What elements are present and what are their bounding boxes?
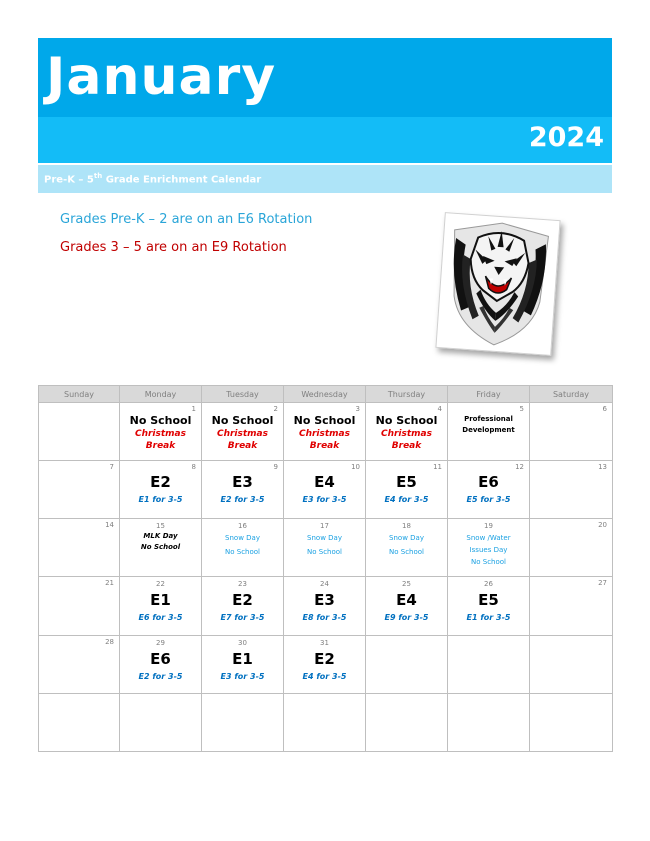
day-number: 9: [273, 463, 278, 472]
day-cell: [202, 403, 284, 461]
day-cell: [39, 577, 120, 635]
day-title: Development: [462, 426, 515, 434]
day-cell: [284, 461, 366, 519]
rotation-label: E3: [232, 473, 253, 492]
day-cell-empty: [448, 693, 530, 751]
rotation-label: E3: [314, 591, 335, 610]
day-cell: [202, 635, 284, 693]
day-number: 2: [273, 405, 278, 413]
day-number: 20: [598, 521, 607, 530]
day-cell-empty: [39, 693, 120, 751]
rotation-3-5-label: E2 for 3-5: [220, 495, 265, 505]
day-cell-empty: [448, 635, 530, 693]
rotation-3-5-label: E2 for 3-5: [138, 671, 183, 681]
day-number: 7: [109, 463, 114, 472]
weekday-tuesday: Tuesday: [202, 386, 284, 403]
rotation-3-5-label: E8 for 3-5: [302, 613, 347, 623]
day-cell-empty: [366, 635, 448, 693]
day-cell: [39, 635, 120, 693]
day-title: No School: [129, 414, 192, 427]
day-title: No School: [293, 414, 356, 427]
day-event: Snow Day: [225, 534, 260, 543]
rotation-3-5-label: E4 for 3-5: [302, 671, 347, 681]
day-event: No School: [225, 548, 260, 557]
day-note: Break: [227, 441, 258, 451]
day-cell: [530, 577, 613, 635]
day-number: 22: [156, 580, 165, 589]
weekday-header-row: [39, 386, 613, 403]
day-number: 26: [484, 580, 493, 589]
day-number: 18: [402, 522, 411, 531]
subtitle-band: [38, 165, 612, 193]
rotation-label: E5: [396, 473, 417, 492]
day-number: 15: [156, 522, 165, 531]
rotation-3-5-label: E1 for 3-5: [466, 613, 511, 623]
day-number: 16: [238, 522, 247, 531]
day-title: No School: [211, 414, 274, 427]
day-number: 31: [320, 638, 329, 647]
rotation-note-3-5: Grades 3 – 5 are on an E9 Rotation: [60, 240, 287, 255]
day-cell: [366, 403, 448, 461]
day-number: 5: [519, 405, 524, 413]
day-note: Break: [309, 441, 340, 451]
week-row: [39, 693, 613, 751]
day-cell: [366, 577, 448, 635]
weekday-thursday: Thursday: [366, 386, 448, 403]
month-title: January: [46, 47, 277, 107]
rotation-label: E4: [314, 473, 335, 492]
day-cell-empty: [284, 693, 366, 751]
week-row: [39, 577, 613, 635]
day-event: Snow Day: [307, 534, 342, 543]
day-event: No School: [307, 548, 342, 557]
day-cell: [284, 577, 366, 635]
day-number: 10: [351, 463, 360, 472]
rotation-label: E4: [396, 591, 417, 610]
day-number: 13: [598, 463, 607, 472]
day-cell-empty: [530, 635, 613, 693]
day-number: 24: [320, 580, 329, 589]
day-number: 11: [433, 463, 442, 472]
rotation-label: E1: [232, 649, 253, 668]
day-number: 25: [402, 580, 411, 589]
day-cell: [202, 461, 284, 519]
day-cell: [120, 577, 202, 635]
week-row: [39, 519, 613, 577]
day-cell-empty: [120, 693, 202, 751]
weekday-monday: Monday: [120, 386, 202, 403]
rotation-3-5-label: E4 for 3-5: [384, 495, 429, 505]
day-event: MLK Day: [143, 532, 178, 541]
calendar-subtitle: [44, 172, 261, 185]
day-cell: [284, 635, 366, 693]
day-note: Christmas: [134, 429, 186, 439]
day-cell: [39, 461, 120, 519]
rotation-label: E2: [314, 649, 335, 668]
day-cell: [120, 635, 202, 693]
subtitle-prefix: Pre-K – 5: [44, 174, 94, 186]
day-cell: [202, 577, 284, 635]
day-cell: [448, 403, 530, 461]
day-number: 19: [484, 522, 493, 531]
day-event: Snow Day: [389, 534, 424, 543]
day-cell: [284, 519, 366, 577]
rotation-label: E6: [150, 649, 171, 668]
day-event: Issues Day: [469, 546, 508, 555]
day-title: No School: [375, 414, 438, 427]
day-number: 27: [598, 579, 607, 588]
day-cell: [448, 519, 530, 577]
day-cell-empty: [202, 693, 284, 751]
rotation-label: E2: [150, 473, 171, 492]
day-cell: [448, 461, 530, 519]
day-cell: [366, 461, 448, 519]
year-title: 2024: [528, 122, 604, 153]
day-cell: [120, 519, 202, 577]
day-number: 30: [238, 638, 247, 647]
day-cell: [120, 403, 202, 461]
day-event: No School: [140, 543, 181, 552]
rotation-note-prek-2: Grades Pre-K – 2 are on an E6 Rotation: [60, 212, 313, 227]
day-cell: [530, 519, 613, 577]
day-event: Snow /Water: [466, 534, 511, 543]
day-number: 28: [105, 637, 114, 646]
day-note: Christmas: [216, 429, 268, 439]
day-cell-empty: [39, 403, 120, 461]
month-header-band: [38, 38, 612, 117]
weekday-wednesday: Wednesday: [284, 386, 366, 403]
rotation-3-5-label: E9 for 3-5: [384, 613, 429, 623]
rotation-3-5-label: E5 for 3-5: [466, 495, 511, 505]
rotation-3-5-label: E3 for 3-5: [220, 671, 265, 681]
subtitle-superscript: th: [93, 172, 103, 180]
day-note: Christmas: [298, 429, 350, 439]
day-number: 12: [515, 463, 524, 472]
day-number: 1: [191, 405, 196, 413]
day-title: Professional: [464, 415, 513, 423]
tiger-logo-image: [436, 213, 559, 355]
week-row: [39, 403, 613, 461]
weekday-sunday: Sunday: [39, 386, 120, 403]
rotation-label: E2: [232, 591, 253, 610]
weekday-saturday: Saturday: [530, 386, 613, 403]
day-note: Christmas: [380, 429, 432, 439]
day-cell: [448, 577, 530, 635]
rotation-label: E1: [150, 591, 171, 610]
day-number: 21: [105, 579, 114, 588]
tiger-mascot-logo: [435, 212, 560, 356]
day-cell-empty: [530, 693, 613, 751]
day-note: Break: [391, 441, 422, 451]
day-cell: [284, 403, 366, 461]
rotation-3-5-label: E3 for 3-5: [302, 495, 347, 505]
day-number: 14: [105, 521, 114, 530]
rotation-3-5-label: E1 for 3-5: [138, 495, 183, 505]
day-number: 8: [191, 463, 196, 472]
day-cell: [120, 461, 202, 519]
subtitle-suffix: Grade Enrichment Calendar: [102, 174, 262, 186]
day-number: 23: [238, 580, 247, 589]
weekday-friday: Friday: [448, 386, 530, 403]
week-row: [39, 635, 613, 693]
day-number: 17: [320, 522, 329, 531]
day-event: No School: [471, 558, 506, 567]
day-number: 3: [355, 405, 360, 413]
rotation-3-5-label: E7 for 3-5: [220, 613, 265, 623]
year-header-band: [38, 117, 612, 163]
day-number: 6: [602, 405, 607, 413]
day-cell: [530, 403, 613, 461]
week-row: [39, 461, 613, 519]
rotation-label: E5: [478, 591, 499, 610]
day-cell: [39, 519, 120, 577]
rotation-3-5-label: E6 for 3-5: [138, 613, 183, 623]
day-cell-empty: [366, 693, 448, 751]
rotation-label: E6: [478, 473, 499, 492]
day-note: Break: [145, 441, 176, 451]
day-event: No School: [389, 548, 424, 557]
calendar-grid: [38, 385, 613, 752]
day-cell: [202, 519, 284, 577]
day-cell: [530, 461, 613, 519]
day-number: 4: [437, 405, 442, 413]
day-number: 29: [156, 638, 165, 647]
day-cell: [366, 519, 448, 577]
